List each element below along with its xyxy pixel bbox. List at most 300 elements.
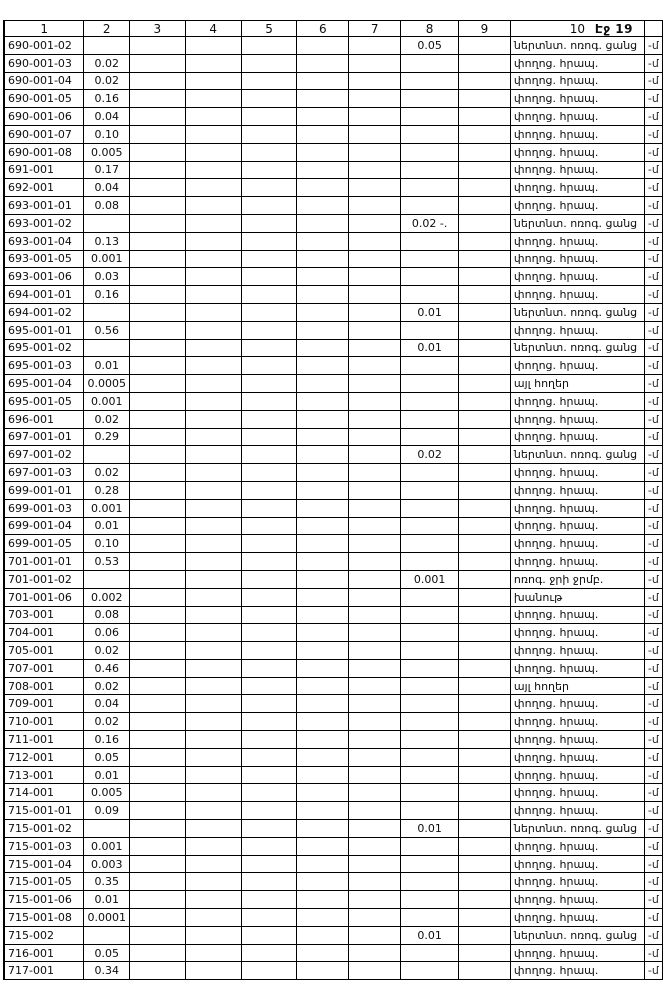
cell-value xyxy=(349,446,401,464)
cell-value: 0.002 xyxy=(84,588,130,606)
cell-value: 0.03 xyxy=(84,268,130,286)
cell-landuse: փողոց. հրապ. xyxy=(510,517,644,535)
cell-value xyxy=(241,891,297,909)
edge-mark: -մ xyxy=(644,553,662,571)
edge-mark: -մ xyxy=(644,464,662,482)
cell-value xyxy=(297,232,349,250)
table-row xyxy=(4,232,663,250)
cell-value xyxy=(185,37,241,55)
cell-code: 701-001-01 xyxy=(4,553,84,571)
cell-value xyxy=(349,926,401,944)
cell-value: 0.09 xyxy=(84,802,130,820)
cell-value xyxy=(241,428,297,446)
cell-value xyxy=(185,428,241,446)
cell-value xyxy=(349,855,401,873)
cell-value xyxy=(459,535,511,553)
cell-value xyxy=(349,659,401,677)
cell-value xyxy=(459,286,511,304)
edge-mark: -մ xyxy=(644,499,662,517)
cell-value xyxy=(241,606,297,624)
cell-landuse: ոռոգ. ջրի ջրմբ. xyxy=(510,570,644,588)
cell-value xyxy=(241,588,297,606)
cell-code: 715-001-02 xyxy=(4,820,84,838)
cell-value xyxy=(349,695,401,713)
cell-value xyxy=(84,926,130,944)
cell-value xyxy=(401,357,459,375)
table-row xyxy=(4,766,663,784)
table-row xyxy=(4,659,663,677)
cell-value xyxy=(185,232,241,250)
cell-value xyxy=(459,232,511,250)
cell-value xyxy=(401,677,459,695)
cell-value xyxy=(459,624,511,642)
cell-landuse: փողոց. հրապ. xyxy=(510,606,644,624)
cell-value: 0.001 xyxy=(84,250,130,268)
cell-value xyxy=(129,909,185,927)
cell-value xyxy=(459,90,511,108)
edge-mark: -մ xyxy=(644,410,662,428)
cell-value xyxy=(241,570,297,588)
cell-value xyxy=(185,588,241,606)
cell-value xyxy=(241,784,297,802)
cell-value xyxy=(297,161,349,179)
cell-code: 708-001 xyxy=(4,677,84,695)
cell-value xyxy=(401,72,459,90)
cell-value xyxy=(349,143,401,161)
table-row xyxy=(4,553,663,571)
cell-value: 0.17 xyxy=(84,161,130,179)
cell-value xyxy=(401,90,459,108)
cell-value: 0.29 xyxy=(84,428,130,446)
table-row xyxy=(4,784,663,802)
cell-value xyxy=(241,72,297,90)
cell-value xyxy=(349,303,401,321)
edge-mark: -մ xyxy=(644,855,662,873)
cell-value xyxy=(84,446,130,464)
cell-value xyxy=(459,517,511,535)
table-row xyxy=(4,642,663,660)
table-row xyxy=(4,677,663,695)
cell-value xyxy=(297,321,349,339)
cell-value xyxy=(297,713,349,731)
cell-code: 693-001-05 xyxy=(4,250,84,268)
cell-value xyxy=(129,962,185,980)
cell-landuse: փողոց. հրապ. xyxy=(510,659,644,677)
table-row xyxy=(4,268,663,286)
cell-value xyxy=(129,731,185,749)
cell-value xyxy=(129,37,185,55)
cell-value xyxy=(297,214,349,232)
cell-value xyxy=(297,748,349,766)
cell-value xyxy=(129,606,185,624)
cell-value xyxy=(185,321,241,339)
edge-mark: -մ xyxy=(644,321,662,339)
cell-value: 0.02 xyxy=(84,410,130,428)
cell-value xyxy=(241,713,297,731)
edge-mark: -մ xyxy=(644,820,662,838)
cell-value: 0.01 xyxy=(401,820,459,838)
edge-mark: -մ xyxy=(644,642,662,660)
edge-mark: -մ xyxy=(644,962,662,980)
cell-landuse: փողոց. հրապ. xyxy=(510,962,644,980)
cell-value xyxy=(459,250,511,268)
cell-value xyxy=(459,37,511,55)
cell-value xyxy=(185,873,241,891)
cell-value xyxy=(241,392,297,410)
cell-value xyxy=(241,375,297,393)
cell-value xyxy=(241,499,297,517)
cell-value: 0.02 xyxy=(84,713,130,731)
cell-value xyxy=(297,891,349,909)
cell-value xyxy=(401,962,459,980)
cell-value xyxy=(297,784,349,802)
edge-mark: -մ xyxy=(644,143,662,161)
cell-landuse: փողոց. հրապ. xyxy=(510,499,644,517)
cell-value xyxy=(401,535,459,553)
cell-value xyxy=(129,766,185,784)
cell-value xyxy=(129,125,185,143)
column-header: 3 xyxy=(129,21,185,37)
cell-value xyxy=(129,90,185,108)
cell-value: 0.04 xyxy=(84,695,130,713)
cell-value xyxy=(185,108,241,126)
cell-value xyxy=(241,179,297,197)
edge-mark: -մ xyxy=(644,214,662,232)
table-row xyxy=(4,909,663,927)
cell-value xyxy=(459,926,511,944)
cell-value xyxy=(185,944,241,962)
cell-value xyxy=(401,766,459,784)
cell-value xyxy=(401,837,459,855)
cell-value xyxy=(349,161,401,179)
cell-value xyxy=(185,339,241,357)
column-header: 8 xyxy=(401,21,459,37)
cell-value xyxy=(241,944,297,962)
cell-value: 0.16 xyxy=(84,286,130,304)
cell-value xyxy=(185,357,241,375)
column-header: 6 xyxy=(297,21,349,37)
cell-code: 703-001 xyxy=(4,606,84,624)
cell-value xyxy=(459,802,511,820)
cell-value xyxy=(297,624,349,642)
cell-value xyxy=(129,588,185,606)
cell-value xyxy=(349,375,401,393)
cell-value: 0.02 xyxy=(84,72,130,90)
table-row xyxy=(4,926,663,944)
cell-value: 0.08 xyxy=(84,197,130,215)
cell-value xyxy=(297,410,349,428)
cell-value xyxy=(129,784,185,802)
edge-mark: -մ xyxy=(644,624,662,642)
cell-value xyxy=(241,125,297,143)
cell-code: 707-001 xyxy=(4,659,84,677)
cell-value xyxy=(459,72,511,90)
cell-value xyxy=(297,926,349,944)
cell-value xyxy=(459,677,511,695)
table-row xyxy=(4,375,663,393)
cell-code: 690-001-03 xyxy=(4,54,84,72)
cell-landuse: փողոց. հրապ. xyxy=(510,837,644,855)
cell-value xyxy=(459,321,511,339)
cell-value: 0.16 xyxy=(84,90,130,108)
cell-landuse: այլ հողեր xyxy=(510,375,644,393)
cell-value xyxy=(241,642,297,660)
cell-value xyxy=(297,802,349,820)
cell-value xyxy=(241,214,297,232)
cell-landuse: փողոց. հրապ. xyxy=(510,855,644,873)
cell-code: 715-001-06 xyxy=(4,891,84,909)
table-row xyxy=(4,197,663,215)
cell-value xyxy=(401,232,459,250)
cell-value xyxy=(349,392,401,410)
table-row xyxy=(4,428,663,446)
cell-code: 701-001-02 xyxy=(4,570,84,588)
cell-value xyxy=(241,143,297,161)
cell-value xyxy=(349,837,401,855)
cell-value xyxy=(129,268,185,286)
edge-mark: -մ xyxy=(644,428,662,446)
cell-value xyxy=(129,659,185,677)
cell-value xyxy=(349,962,401,980)
cell-value: 0.02 xyxy=(401,446,459,464)
cell-landuse: ներտնտ. ոռոգ. ցանց xyxy=(510,820,644,838)
cell-value xyxy=(241,286,297,304)
cell-value xyxy=(241,748,297,766)
cell-value xyxy=(185,962,241,980)
edge-mark: -մ xyxy=(644,837,662,855)
cell-value xyxy=(401,161,459,179)
cell-value xyxy=(349,250,401,268)
cell-value xyxy=(349,410,401,428)
cell-value xyxy=(185,392,241,410)
edge-mark: -մ xyxy=(644,695,662,713)
cell-landuse: փողոց. հրապ. xyxy=(510,553,644,571)
table-row xyxy=(4,802,663,820)
cell-value xyxy=(129,499,185,517)
cell-value xyxy=(297,90,349,108)
cell-value xyxy=(349,197,401,215)
cell-value xyxy=(241,855,297,873)
cell-value xyxy=(401,108,459,126)
cell-code: 701-001-06 xyxy=(4,588,84,606)
cell-value xyxy=(129,624,185,642)
cell-value xyxy=(459,197,511,215)
cell-value xyxy=(401,517,459,535)
cell-value: 0.01 xyxy=(401,303,459,321)
cell-value xyxy=(297,695,349,713)
cell-value: 0.04 xyxy=(84,108,130,126)
table-row xyxy=(4,108,663,126)
column-header: 1 xyxy=(4,21,84,37)
cell-value xyxy=(401,428,459,446)
cell-value xyxy=(241,161,297,179)
cell-code: 699-001-04 xyxy=(4,517,84,535)
cell-value xyxy=(129,891,185,909)
cell-landuse: փողոց. հրապ. xyxy=(510,464,644,482)
cell-value xyxy=(349,553,401,571)
cell-value xyxy=(349,766,401,784)
cell-value xyxy=(401,197,459,215)
cell-value: 0.28 xyxy=(84,481,130,499)
cell-landuse: ներտնտ. ոռոգ. ցանց xyxy=(510,214,644,232)
cell-value xyxy=(185,677,241,695)
table-row xyxy=(4,179,663,197)
cell-value xyxy=(459,909,511,927)
cell-landuse: ներտնտ. ոռոգ. ցանց xyxy=(510,446,644,464)
cell-value: 0.10 xyxy=(84,535,130,553)
cell-value xyxy=(349,642,401,660)
cell-value xyxy=(129,143,185,161)
table-row xyxy=(4,90,663,108)
cell-value xyxy=(349,214,401,232)
cell-value: 0.53 xyxy=(84,553,130,571)
cell-value xyxy=(349,72,401,90)
cell-value: 0.001 xyxy=(84,499,130,517)
cell-landuse: փողոց. հրապ. xyxy=(510,268,644,286)
cell-value xyxy=(84,214,130,232)
cell-value xyxy=(459,695,511,713)
cell-value xyxy=(129,303,185,321)
cell-value xyxy=(349,535,401,553)
cell-landuse: փողոց. հրապ. xyxy=(510,695,644,713)
cell-value xyxy=(297,143,349,161)
cell-landuse: փողոց. հրապ. xyxy=(510,161,644,179)
cell-value xyxy=(349,588,401,606)
cell-value xyxy=(297,179,349,197)
cell-value xyxy=(401,909,459,927)
cell-code: 690-001-05 xyxy=(4,90,84,108)
cell-value xyxy=(459,642,511,660)
cell-value xyxy=(401,179,459,197)
cell-value xyxy=(401,268,459,286)
edge-mark: -մ xyxy=(644,784,662,802)
cell-value: 0.16 xyxy=(84,731,130,749)
cell-value xyxy=(84,339,130,357)
cell-value xyxy=(349,624,401,642)
table-body xyxy=(4,37,663,980)
cell-code: 693-001-01 xyxy=(4,197,84,215)
cell-value xyxy=(129,464,185,482)
cell-value xyxy=(185,90,241,108)
cell-code: 697-001-02 xyxy=(4,446,84,464)
cell-value xyxy=(459,553,511,571)
cell-value xyxy=(185,161,241,179)
edge-mark: -մ xyxy=(644,677,662,695)
edge-mark: -մ xyxy=(644,179,662,197)
cell-landuse: փողոց. հրապ. xyxy=(510,873,644,891)
cell-landuse: ներտնտ. ոռոգ. ցանց xyxy=(510,339,644,357)
edge-mark: -մ xyxy=(644,926,662,944)
cell-value xyxy=(349,286,401,304)
cell-value xyxy=(129,357,185,375)
cell-value xyxy=(401,499,459,517)
cell-code: 690-001-07 xyxy=(4,125,84,143)
cell-value xyxy=(401,125,459,143)
cell-value xyxy=(297,392,349,410)
cell-value xyxy=(349,179,401,197)
cell-value xyxy=(129,481,185,499)
cell-value xyxy=(129,72,185,90)
cell-code: 695-001-05 xyxy=(4,392,84,410)
cell-value xyxy=(185,286,241,304)
cell-value xyxy=(297,659,349,677)
cell-value xyxy=(241,108,297,126)
cell-value xyxy=(349,464,401,482)
cell-value xyxy=(129,428,185,446)
cell-landuse: փողոց. հրապ. xyxy=(510,90,644,108)
cell-value xyxy=(459,410,511,428)
edge-mark: -մ xyxy=(644,588,662,606)
edge-mark: -մ xyxy=(644,303,662,321)
cell-value xyxy=(401,464,459,482)
cell-value xyxy=(297,837,349,855)
cell-value xyxy=(241,909,297,927)
cell-value xyxy=(459,143,511,161)
cell-value xyxy=(129,286,185,304)
edge-mark: -մ xyxy=(644,535,662,553)
cell-value xyxy=(297,54,349,72)
cell-value xyxy=(459,54,511,72)
cell-value xyxy=(349,873,401,891)
cell-value xyxy=(129,339,185,357)
cell-value xyxy=(129,802,185,820)
edge-mark: -մ xyxy=(644,72,662,90)
edge-mark: -մ xyxy=(644,713,662,731)
cell-value xyxy=(401,873,459,891)
cell-code: 694-001-01 xyxy=(4,286,84,304)
cell-value: 0.01 xyxy=(401,339,459,357)
table-row xyxy=(4,695,663,713)
cell-value xyxy=(129,926,185,944)
edge-mark: -մ xyxy=(644,606,662,624)
edge-mark: -մ xyxy=(644,659,662,677)
table-row xyxy=(4,250,663,268)
cell-value xyxy=(297,446,349,464)
cell-value xyxy=(241,232,297,250)
table-row xyxy=(4,161,663,179)
cell-landuse: փողոց. հրապ. xyxy=(510,642,644,660)
cell-value xyxy=(349,54,401,72)
cell-code: 699-001-03 xyxy=(4,499,84,517)
cell-landuse: փողոց. հրապ. xyxy=(510,232,644,250)
cell-value xyxy=(185,499,241,517)
table-row xyxy=(4,624,663,642)
edge-mark: -մ xyxy=(644,570,662,588)
cell-value xyxy=(401,695,459,713)
cell-landuse: փողոց. հրապ. xyxy=(510,802,644,820)
cell-value xyxy=(241,250,297,268)
edge-mark: -մ xyxy=(644,357,662,375)
cell-value xyxy=(297,125,349,143)
table-row xyxy=(4,837,663,855)
cell-value xyxy=(241,464,297,482)
cell-value xyxy=(349,748,401,766)
cell-value xyxy=(401,642,459,660)
cell-landuse: փողոց. հրապ. xyxy=(510,72,644,90)
cell-value xyxy=(297,464,349,482)
cell-code: 697-001-03 xyxy=(4,464,84,482)
cell-value xyxy=(241,837,297,855)
cell-value xyxy=(185,659,241,677)
cell-value xyxy=(459,481,511,499)
cell-value: 0.34 xyxy=(84,962,130,980)
cell-value xyxy=(349,108,401,126)
table-row xyxy=(4,125,663,143)
cell-code: 695-001-04 xyxy=(4,375,84,393)
cell-value: 0.05 xyxy=(401,37,459,55)
page-number-label: Էջ 19 xyxy=(594,22,633,36)
cell-value xyxy=(241,410,297,428)
